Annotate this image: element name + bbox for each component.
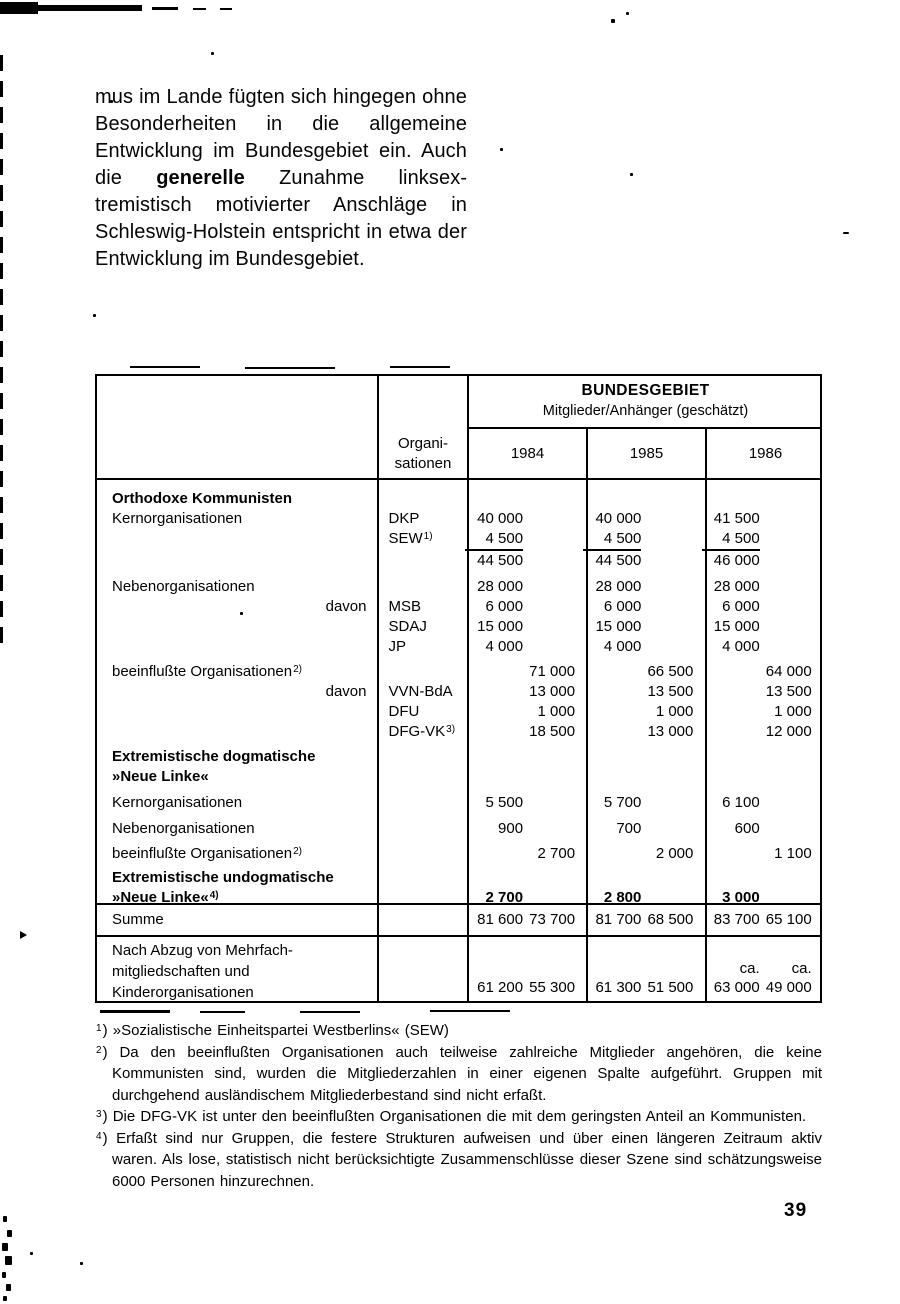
scan-artifact bbox=[630, 173, 633, 176]
org-cell bbox=[375, 868, 465, 903]
table-row bbox=[97, 577, 820, 597]
value-cell-1986 bbox=[702, 819, 820, 839]
region-subtitle: Mitglieder/Anhänger (geschätzt) bbox=[542, 403, 749, 419]
scan-artifact bbox=[500, 148, 503, 151]
row-label-cell bbox=[97, 747, 375, 787]
value-main: 15 000 bbox=[595, 618, 642, 635]
page-number: 39 bbox=[784, 1200, 808, 1221]
value-main: 40 000 bbox=[477, 510, 524, 527]
org-cell bbox=[375, 793, 465, 813]
row-label-cell bbox=[97, 617, 375, 637]
table-row bbox=[97, 662, 820, 682]
row-label-cell bbox=[97, 597, 375, 617]
nach-abzug-cell-1985: 61 300 51 500 bbox=[595, 979, 694, 996]
value-cell-1985 bbox=[583, 702, 701, 722]
org-cell bbox=[375, 722, 465, 742]
row-label-cell bbox=[97, 489, 375, 509]
value-cell-1985 bbox=[583, 577, 701, 597]
value-cell-1985 bbox=[583, 509, 701, 529]
heading-line: »Neue Linke« bbox=[112, 768, 209, 785]
row-label: beeinflußte Organisationen bbox=[112, 663, 293, 680]
row-label-cell bbox=[97, 577, 375, 597]
scan-artifact bbox=[200, 1011, 245, 1013]
value-cell-1985 bbox=[583, 662, 701, 682]
heading-line: Orthodoxe Kommunisten bbox=[112, 490, 293, 507]
value-cell-1984 bbox=[465, 637, 583, 657]
table-row bbox=[97, 844, 820, 864]
table-section-heading bbox=[97, 868, 820, 903]
value-cell-1984 bbox=[465, 747, 583, 787]
value-cell-1986 bbox=[702, 577, 820, 597]
scan-artifact bbox=[611, 19, 615, 23]
row-label: beeinflußte Organisationen bbox=[112, 845, 293, 862]
scan-artifact bbox=[245, 367, 335, 369]
value-main: 28 000 bbox=[595, 578, 642, 595]
value-cell-1986 bbox=[702, 868, 820, 903]
value-influenced: 2 700 bbox=[537, 845, 576, 862]
year-header-1986: 1986 bbox=[748, 445, 783, 462]
org-abbr: DKP bbox=[388, 510, 420, 527]
scan-artifact bbox=[7, 1230, 12, 1237]
value-cell-1986 bbox=[702, 597, 820, 617]
org-cell bbox=[375, 577, 465, 597]
nach-abzug-row bbox=[97, 937, 820, 1003]
scan-artifact bbox=[211, 52, 214, 55]
value-cell-1985 bbox=[583, 637, 701, 657]
value-cell-1986 bbox=[702, 551, 820, 571]
org-cell bbox=[375, 747, 465, 787]
value-cell-1986 bbox=[702, 637, 820, 657]
org-cell bbox=[375, 702, 465, 722]
value-main: 6 000 bbox=[722, 598, 760, 615]
footnote-marker: 2) bbox=[293, 664, 303, 675]
row-label: Nebenorganisationen bbox=[112, 578, 255, 595]
summe-cell-1984: 81 600 73 700 bbox=[477, 911, 576, 928]
value-cell-1984 bbox=[465, 509, 583, 529]
table-row bbox=[97, 819, 820, 839]
org-abbr: DFU bbox=[388, 703, 420, 720]
row-label-cell bbox=[97, 844, 375, 864]
intro-paragraph bbox=[95, 84, 467, 273]
summe-org-cell bbox=[375, 905, 465, 935]
value-cell-1986 bbox=[702, 489, 820, 509]
scan-artifact bbox=[20, 931, 27, 939]
value-cell-1984 bbox=[465, 793, 583, 813]
footnote: $^1$) »Sozialistische Einheitspartei Westberlins« (SEW) bbox=[96, 1022, 449, 1039]
value-main: 41 500 bbox=[713, 510, 760, 527]
scan-artifact bbox=[3, 1296, 7, 1301]
value-main: 4 000 bbox=[485, 638, 524, 655]
scan-artifact bbox=[2, 1243, 8, 1251]
value-influenced: 2 000 bbox=[655, 845, 694, 862]
value-main: 4 500 bbox=[702, 529, 760, 551]
summe-cell-1986: 83 700 65 100 bbox=[713, 911, 812, 928]
intro-text-before: mus im Lande fügten sich hingegen ohne Besonderheiten in die allgemeine Entwicklung im Bundesgebiet ein. Auch die bbox=[95, 86, 467, 189]
nach-abzug-cell-1986: ca. ca. 63 000 49 000 bbox=[713, 960, 812, 996]
value-influenced: 64 000 bbox=[765, 663, 812, 680]
value-cell-1985 bbox=[583, 868, 701, 903]
footnote-marker: 2 bbox=[96, 1044, 102, 1056]
footnote-marker: 2) bbox=[293, 846, 303, 857]
value-main: 4 000 bbox=[722, 638, 760, 655]
org-cell bbox=[375, 529, 465, 551]
scan-artifact bbox=[0, 55, 3, 645]
value-influenced: 13 500 bbox=[647, 683, 694, 700]
row-label-cell bbox=[97, 722, 375, 742]
table-region-header bbox=[469, 382, 822, 419]
value-cell-1984 bbox=[465, 702, 583, 722]
org-abbr: MSB bbox=[388, 598, 421, 615]
row-label-cell bbox=[97, 819, 375, 839]
value-cell-1985 bbox=[583, 844, 701, 864]
year-header-1984: 1984 bbox=[510, 445, 545, 462]
scan-artifact bbox=[152, 7, 178, 10]
value-cell-1984 bbox=[465, 489, 583, 509]
org-abbr: JP bbox=[388, 638, 406, 655]
value-main: 4 500 bbox=[583, 529, 641, 551]
members-table bbox=[95, 374, 822, 1003]
value-cell-1985 bbox=[583, 529, 701, 551]
value-cell-1984 bbox=[465, 617, 583, 637]
value-main: 6 100 bbox=[722, 794, 760, 811]
scan-artifact bbox=[626, 12, 629, 15]
scan-artifact bbox=[220, 8, 232, 10]
row-label-cell bbox=[97, 637, 375, 657]
scan-artifact bbox=[300, 1011, 360, 1013]
row-label-cell bbox=[97, 551, 375, 571]
row-label-cell bbox=[97, 868, 375, 903]
table-row bbox=[97, 637, 820, 657]
value-main: 900 bbox=[498, 820, 524, 837]
org-abbr: DFG-VK bbox=[388, 723, 446, 740]
heading-line: Extremistische dogmatische bbox=[112, 748, 316, 765]
value-cell-1986 bbox=[702, 722, 820, 742]
value-cell-1985 bbox=[583, 551, 701, 571]
value-cell-1984 bbox=[465, 868, 583, 903]
footnote-marker: 1) bbox=[423, 531, 433, 542]
value-cell-1985 bbox=[583, 722, 701, 742]
summe-row bbox=[97, 905, 820, 935]
scan-artifact bbox=[80, 1262, 83, 1265]
value-cell-1986 bbox=[702, 662, 820, 682]
org-cell bbox=[375, 509, 465, 529]
value-main: 2 700 bbox=[485, 889, 524, 903]
value-main: 44 500 bbox=[477, 552, 524, 569]
value-cell-1985 bbox=[583, 617, 701, 637]
row-label: Kernorganisationen bbox=[112, 794, 243, 811]
row-label-cell bbox=[97, 793, 375, 813]
value-cell-1986 bbox=[702, 702, 820, 722]
value-main: 3 000 bbox=[722, 889, 760, 903]
org-cell bbox=[375, 551, 465, 571]
scan-artifact bbox=[390, 366, 450, 368]
org-column-header bbox=[379, 434, 467, 474]
row-label-cell bbox=[97, 702, 375, 722]
value-influenced: 13 500 bbox=[765, 683, 812, 700]
footnote: $^2$) Da den beeinflußten Organisationen auch teilweise zahlreiche Mitglieder angehören, die keine Kommunisten sind, wurden die Mitgliederzahlen in einer eigenen Spalte aufgeführt. Gruppen mit durchgehend ausländischem Mitgliederbestand sind nicht erfaßt. bbox=[96, 1043, 822, 1104]
scan-artifact bbox=[100, 1010, 170, 1013]
table-row bbox=[97, 529, 820, 551]
scan-artifact bbox=[193, 8, 206, 10]
scan-artifact bbox=[843, 232, 849, 234]
org-cell bbox=[375, 662, 465, 682]
value-main: 46 000 bbox=[713, 552, 760, 569]
org-cell bbox=[375, 597, 465, 617]
value-main: 6 000 bbox=[485, 598, 524, 615]
scan-artifact bbox=[6, 1284, 11, 1291]
table-row bbox=[97, 682, 820, 702]
value-influenced: 1 000 bbox=[655, 703, 694, 720]
footnote: $^4$) Erfaßt sind nur Gruppen, die festere Strukturen aufweisen und über einen längeren Zeitraum aktiv waren. Als lose, statistisch nicht berücksichtigte Zusammenschlüsse dieser Szene sind schätzungsweise 6000 Personen hinzurechnen. bbox=[96, 1129, 822, 1190]
footnote-marker: 3) bbox=[446, 724, 456, 735]
row-label-cell bbox=[97, 662, 375, 682]
value-cell-1984 bbox=[465, 682, 583, 702]
value-main: 5 700 bbox=[603, 794, 642, 811]
value-influenced: 12 000 bbox=[765, 723, 812, 740]
org-cell bbox=[375, 617, 465, 637]
value-cell-1984 bbox=[465, 722, 583, 742]
table-row bbox=[97, 793, 820, 813]
scan-artifact bbox=[30, 5, 142, 11]
value-cell-1986 bbox=[702, 844, 820, 864]
table-section-heading bbox=[97, 747, 820, 787]
org-cell bbox=[375, 489, 465, 509]
org-cell bbox=[375, 682, 465, 702]
value-cell-1985 bbox=[583, 597, 701, 617]
value-main: 40 000 bbox=[595, 510, 642, 527]
value-cell-1986 bbox=[702, 793, 820, 813]
intro-text-after: Zunahme linksextremistisch motivierter Anschläge in Schleswig-Holstein entspricht in etwa der Entwicklung im Bundesgebiet. bbox=[95, 167, 467, 270]
org-abbr: SDAJ bbox=[388, 618, 427, 635]
value-main: 6 000 bbox=[603, 598, 642, 615]
table-row bbox=[97, 617, 820, 637]
value-influenced: 13 000 bbox=[529, 683, 576, 700]
value-cell-1985 bbox=[583, 489, 701, 509]
intro-text-bold: generelle bbox=[156, 167, 245, 189]
table-body bbox=[97, 478, 820, 903]
value-main: 5 500 bbox=[485, 794, 524, 811]
value-cell-1985 bbox=[583, 682, 701, 702]
value-main: 28 000 bbox=[713, 578, 760, 595]
value-main: 28 000 bbox=[477, 578, 524, 595]
value-cell-1984 bbox=[465, 529, 583, 551]
table-row bbox=[97, 509, 820, 529]
table-row bbox=[97, 702, 820, 722]
scan-artifact bbox=[2, 1272, 6, 1278]
value-cell-1985 bbox=[583, 819, 701, 839]
scan-artifact bbox=[93, 314, 96, 317]
value-cell-1984 bbox=[465, 551, 583, 571]
scan-artifact bbox=[430, 1010, 510, 1012]
summe-label: Summe bbox=[112, 911, 164, 928]
value-cell-1984 bbox=[465, 819, 583, 839]
scan-artifact bbox=[5, 1256, 12, 1265]
nach-abzug-label: Nach Abzug von Mehrfach- mitgliedschaften und Kinderorganisationen bbox=[112, 942, 293, 1001]
value-main: 15 000 bbox=[477, 618, 524, 635]
value-cell-1984 bbox=[465, 577, 583, 597]
scan-artifact bbox=[30, 1252, 33, 1255]
footnote-marker: 1 bbox=[96, 1023, 102, 1034]
row-label-cell bbox=[97, 509, 375, 529]
value-cell-1986 bbox=[702, 617, 820, 637]
value-main: 4 500 bbox=[465, 529, 523, 551]
row-label-cell bbox=[97, 682, 375, 702]
value-main: 600 bbox=[734, 820, 760, 837]
value-influenced: 66 500 bbox=[647, 663, 694, 680]
scan-artifact bbox=[3, 1216, 7, 1222]
row-label: Kernorganisationen bbox=[112, 510, 243, 527]
davon-label: davon bbox=[325, 598, 367, 615]
footnote: $^3$) Die DFG-VK ist unter den beeinflußten Organisationen die mit dem geringsten Anteil an Kommunisten. bbox=[96, 1108, 807, 1125]
year-header-1985: 1985 bbox=[629, 445, 664, 462]
value-influenced: 13 000 bbox=[647, 723, 694, 740]
org-cell bbox=[375, 819, 465, 839]
summe-cell-1985: 81 700 68 500 bbox=[595, 911, 694, 928]
row-label: Nebenorganisationen bbox=[112, 820, 255, 837]
value-cell-1984 bbox=[465, 844, 583, 864]
footnote-marker: 4) bbox=[209, 890, 219, 901]
value-main: 15 000 bbox=[713, 618, 760, 635]
scan-artifact bbox=[130, 366, 200, 368]
org-column-header-line1: Organi- bbox=[397, 435, 449, 452]
table-row bbox=[97, 597, 820, 617]
table-row bbox=[97, 722, 820, 742]
value-cell-1986 bbox=[702, 509, 820, 529]
row-label-cell bbox=[97, 529, 375, 551]
heading-line: Extremistische undogmatische bbox=[112, 869, 334, 886]
value-cell-1986 bbox=[702, 682, 820, 702]
value-cell-1984 bbox=[465, 662, 583, 682]
org-cell bbox=[375, 637, 465, 657]
org-abbr: VVN-BdA bbox=[388, 683, 453, 700]
footnote-marker: 3 bbox=[96, 1109, 102, 1120]
table-section-heading bbox=[97, 489, 820, 509]
value-influenced: 1 100 bbox=[774, 845, 812, 862]
region-title: BUNDESGEBIET bbox=[581, 382, 710, 399]
value-cell-1986 bbox=[702, 529, 820, 551]
org-column-header-line2: sationen bbox=[394, 455, 452, 472]
footnote-marker: 4 bbox=[96, 1130, 102, 1142]
value-main: 2 800 bbox=[603, 889, 642, 903]
davon-label: davon bbox=[325, 683, 367, 700]
value-influenced: 18 500 bbox=[529, 723, 576, 740]
org-cell bbox=[375, 844, 465, 864]
value-influenced: 71 000 bbox=[529, 663, 576, 680]
value-cell-1985 bbox=[583, 793, 701, 813]
footnotes bbox=[95, 1020, 822, 1192]
value-main: 44 500 bbox=[595, 552, 642, 569]
value-influenced: 1 000 bbox=[774, 703, 812, 720]
value-main: 4 000 bbox=[603, 638, 642, 655]
value-cell-1984 bbox=[465, 597, 583, 617]
nach-abzug-cell-1984: 61 200 55 300 bbox=[477, 979, 576, 996]
nach-abzug-org-cell bbox=[375, 937, 465, 1003]
value-main: 700 bbox=[616, 820, 642, 837]
heading-line: »Neue Linke«$^{4)}$ bbox=[112, 889, 219, 903]
org-abbr: SEW bbox=[388, 530, 423, 547]
table-row bbox=[97, 551, 820, 571]
value-cell-1986 bbox=[702, 747, 820, 787]
value-cell-1985 bbox=[583, 747, 701, 787]
value-influenced: 1 000 bbox=[537, 703, 576, 720]
